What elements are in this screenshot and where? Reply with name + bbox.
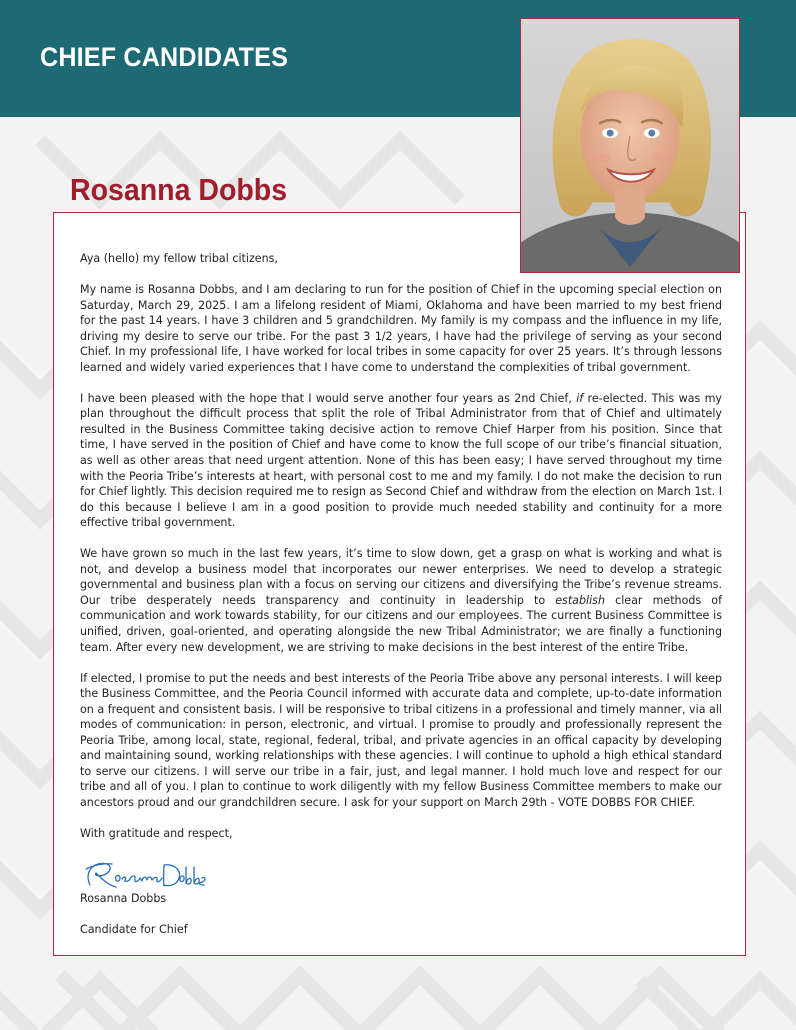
candidate-portrait-icon <box>521 19 739 272</box>
paragraph-3-part-a: We have grown so much in the last few years, it’s time to slow down, get a grasp on what is working and what is not, and develop a business model that incorporates our newer enterprises. We need to develop a strategic governmental and business plan with a focus on serving our citizens and diversifying the Tribe’s revenue streams. Our tribe desperately needs transparency and continuity in leadership to <box>80 547 722 607</box>
letter-box <box>53 212 746 956</box>
paragraph-3-emphasis: establish <box>555 593 605 607</box>
paragraph-2-emphasis: if <box>576 391 584 405</box>
letter-greeting: Aya (hello) my fellow tribal citizens, <box>80 252 278 265</box>
candidate-photo <box>520 18 740 273</box>
candidate-name: Rosanna Dobbs <box>70 172 288 207</box>
signer-name: Rosanna Dobbs <box>80 892 167 906</box>
letter-closing: With gratitude and respect, <box>80 827 233 840</box>
paragraph-2-part-a: I have been pleased with the hope that I would serve another four years as 2nd Chief, <box>80 391 577 405</box>
letter-paragraph-1: My name is Rosanna Dobbs, and I am declaring to run for the position of Chief in the upcoming special election on Saturday, March 29, 2025. I am a lifelong resident of Miami, Oklahoma and have been married to my best friend for the past 14 years. I have 3 children and 5 grandchildren. My family is my compass and the influence in my life, driving my desire to serve our tribe. For the past 3 1/2 years, I have had the privilege of serving as your second Chief. In my professional life, I have worked for local tribes in some capacity for over 25 years. It’s through lessons learned and widely varied experiences that I have come to understand the complexities of tribal government. <box>80 283 722 374</box>
signature-icon <box>80 857 210 891</box>
letter-paragraph-2 <box>80 391 722 531</box>
letter-body <box>80 251 722 953</box>
paragraph-3-part-b: clear methods of communication and work towards stability, for our citizens and our employees. The current Business Committee is unified, driven, goal-oriented, and operating alongside the new Tribal Administrator; we are finally a functioning team. After every new development, we are striving to make decisions in the best interest of the entire Tribe. <box>80 593 722 654</box>
signer-title: Candidate for Chief <box>80 923 188 937</box>
paragraph-2-part-b: re-elected. This was my plan throughout the difficult process that split the role of Tribal Administrator from that of Chief and ultimately resulted in the Business Committee taking decisive action to remove Chief Harper from his position. Since that time, I have served in the position of Chief and have come to know the full scope of our tribe’s financial situation, as well as other areas that need urgent attention. None of this has been easy; I have served throughout my time with the Peoria Tribe’s interests at heart, with personal cost to me and my family. I do not make the decision to run for Chief lightly. This decision required me to resign as Second Chief and withdraw from the election on March 1st. I do this because I believe I am in a good position to provide much needed stability and continuity for a more effective tribal government. <box>80 391 722 530</box>
letter-paragraph-3 <box>80 546 722 655</box>
letter-paragraph-4: If elected, I promise to put the needs and best interests of the Peoria Tribe above any personal interests. I will keep the Business Committee, and the Peoria Council informed with accurate data and complete, up-to-date information on a frequent and consistent basis. I will be responsive to tribal citizens in a professional and timely manner, via all modes of communication: in person, electronic, and virtual. I promise to proudly and professionally represent the Peoria Tribe, among local, state, regional, federal, tribal, and private agencies in an offical capacity by developing and maintaining sound, working relationships with these agencies. I will continue to uphold a high ethical standard to serve our citizens. I will serve our tribe in a fair, just, and legal manner. I hold much love and respect for our tribe and all of you. I plan to continue to work diligently with my fellow Business Committee members to make our ancestors proud and our grandchildren secure. I ask for your support on March 29th - VOTE DOBBS FOR CHIEF. <box>80 671 722 809</box>
section-title: CHIEF CANDIDATES <box>40 42 289 72</box>
